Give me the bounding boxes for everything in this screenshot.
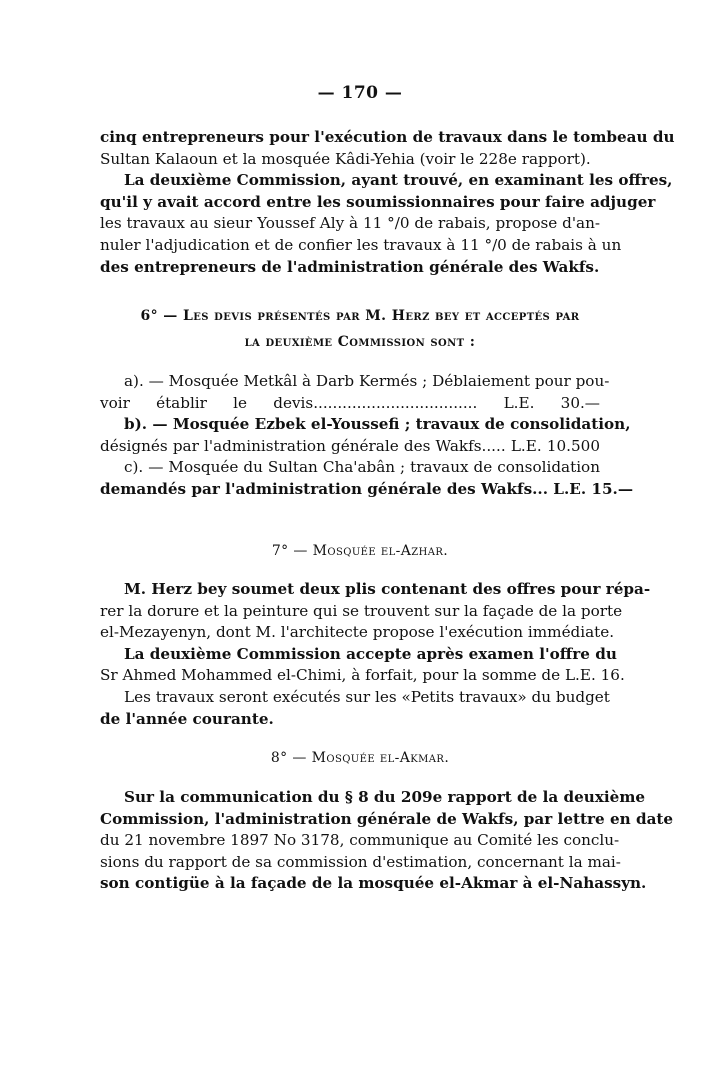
text-line: voir établir le devis.................................. L.E. 30.— <box>100 393 600 412</box>
text-line: a). — Mosquée Metkâl à Darb Kermés ; Déblaiement pour pou- <box>124 372 610 390</box>
section-6-heading: 6° — Les devis présentés par M. Herz bey et acceptés par <box>140 308 580 324</box>
section-7-heading: 7° — Mosquée el-Azhar. <box>271 543 449 559</box>
paragraph-kalaoun <box>100 127 675 278</box>
text-line: de l'année courante. <box>100 709 274 728</box>
paragraph-azhar <box>100 579 651 730</box>
section-8-heading: 8° — Mosquée el-Akmar. <box>270 750 450 766</box>
text-line: La deuxième Commission accepte après examen l'offre du <box>124 644 617 663</box>
text-line: Sultan Kalaoun et la mosquée Kâdi-Yehia (voir le 228e rapport). <box>100 149 591 168</box>
paragraph-akmar <box>100 787 674 895</box>
text-line: M. Herz bey soumet deux plis contenant des offres pour répa- <box>124 580 651 598</box>
text-line: nuler l'adjudication et de confier les travaux à 11 °/0 de rabais à un <box>100 235 622 254</box>
text-line: rer la dorure et la peinture qui se trouvent sur la façade de la porte <box>100 601 623 620</box>
section-6-heading-cont: la deuxième Commission sont : <box>244 334 476 350</box>
text-line: Sr Ahmed Mohammed el-Chimi, à forfait, pour la somme de L.E. 16. <box>100 666 625 685</box>
text-line: Commission, l'administration générale de Wakfs, par lettre en date <box>100 809 674 828</box>
text-line: c). — Mosquée du Sultan Cha'abân ; travaux de consolidation <box>124 458 600 477</box>
text-line: Les travaux seront exécutés sur les «Petits travaux» du budget <box>124 687 610 706</box>
text-line: demandés par l'administration générale des Wakfs... L.E. 15.— <box>100 479 634 498</box>
text-line: cinq entrepreneurs pour l'exécution de travaux dans le tombeau du <box>100 128 675 146</box>
text-line: La deuxième Commission, ayant trouvé, en examinant les offres, <box>124 171 673 190</box>
page-number: — 170 — <box>317 83 403 103</box>
text-line: du 21 novembre 1897 No 3178, communique au Comité les conclu- <box>100 831 620 850</box>
text-line: les travaux au sieur Youssef Aly à 11 °/0 de rabais, propose d'an- <box>100 214 600 233</box>
estimates-list <box>100 371 634 501</box>
text-line: désignés par l'administration générale des Wakfs..... L.E. 10.500 <box>100 436 600 455</box>
text-line: sions du rapport de sa commission d'estimation, concernant la mai- <box>100 852 621 871</box>
text-line: Sur la communication du § 8 du 209e rapport de la deuxième <box>124 788 646 806</box>
text-line: qu'il y avait accord entre les soumissionnaires pour faire adjuger <box>100 192 656 211</box>
text-line: des entrepreneurs de l'administration générale des Wakfs. <box>100 257 600 276</box>
text-line: el-Mezayenyn, dont M. l'architecte propose l'exécution immédiate. <box>100 623 615 642</box>
text-line: b). — Mosquée Ezbek el-Youssefi ; travaux de consolidation, <box>124 415 631 434</box>
text-line: son contigüe à la façade de la mosquée el-Akmar à el-Nahassyn. <box>100 874 647 893</box>
